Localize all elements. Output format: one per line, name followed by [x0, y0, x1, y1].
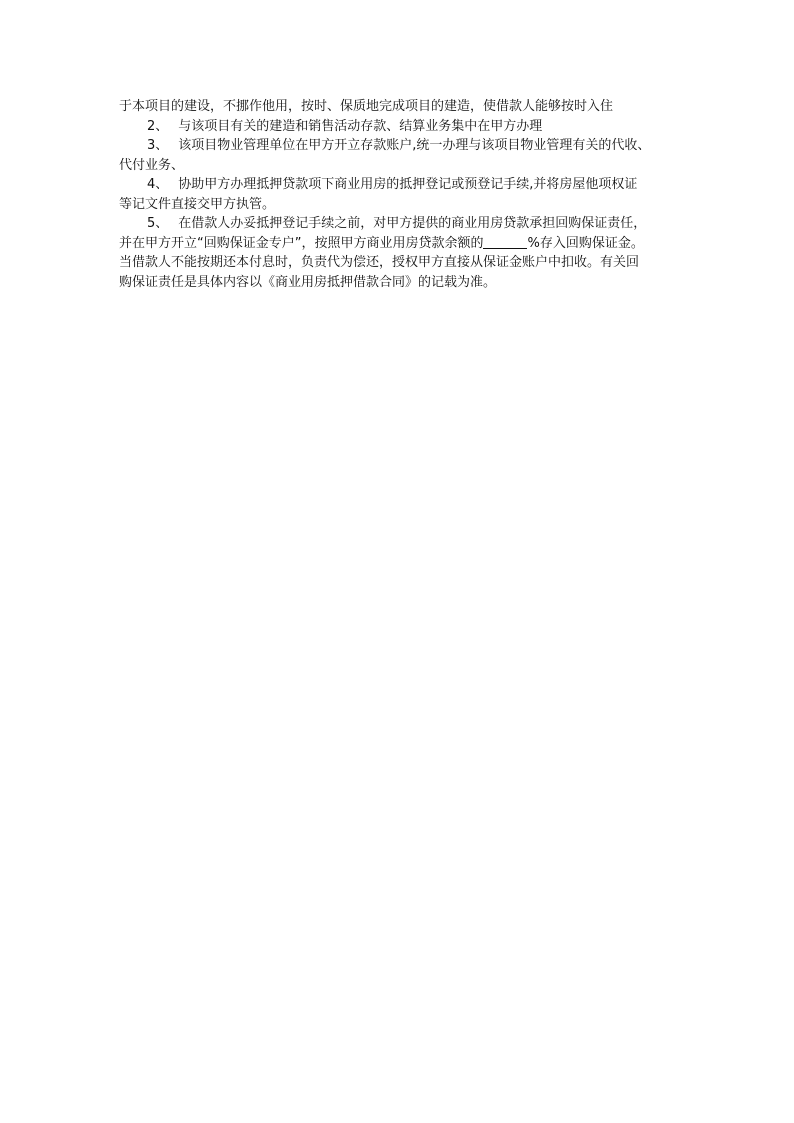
line-text: 该项目物业管理单位在甲方开立存款账户,统一办理与该项目物业管理有关的代收、 — [178, 138, 651, 153]
line-text: 当借款人不能按期还本付息时，负责代为偿还，授权甲方直接从保证金账户中扣收。有关回 — [119, 255, 640, 270]
line-text-before-blank: 并在甲方开立“回购保证金专户”，按照甲方商业用房贷款余额的 — [119, 235, 484, 251]
document-body — [119, 97, 679, 292]
paragraph-line — [119, 195, 679, 215]
paragraph-line — [119, 253, 679, 273]
fill-in-blank — [483, 235, 527, 249]
paragraph-line — [119, 234, 679, 254]
line-text: 代付业务、 — [119, 157, 185, 173]
list-item-3 — [119, 136, 679, 156]
line-text: 等记文件直接交甲方执管。 — [119, 196, 276, 212]
list-item-2 — [119, 117, 679, 137]
line-text: 协助甲方办理抵押贷款项下商业用房的抵押登记或预登记手续,并将房屋他项权证 — [178, 177, 638, 192]
line-text: 在借款人办妥抵押登记手续之前，对甲方提供的商业用房贷款承担回购保证责任， — [178, 216, 647, 231]
item-number: 2、 — [147, 118, 169, 134]
line-text: 购保证责任是具体内容以《商业用房抵押借款合同》的记载为准。 — [119, 274, 497, 290]
line-text: 与该项目有关的建造和销售活动存款、结算业务集中在甲方办理 — [178, 118, 543, 134]
item-number: 5、 — [147, 216, 169, 231]
line-text-after-blank: %存入回购保证金。 — [527, 235, 644, 251]
item-number: 4、 — [147, 177, 169, 192]
paragraph-line — [119, 97, 679, 117]
item-number: 3、 — [147, 138, 169, 153]
line-text: 于本项目的建设，不挪作他用，按时、保质地完成项目的建造，使借款人能够按时入住 — [119, 99, 614, 114]
list-item-5 — [119, 214, 679, 234]
paragraph-line — [119, 156, 679, 176]
paragraph-line — [119, 273, 679, 293]
list-item-4 — [119, 175, 679, 195]
